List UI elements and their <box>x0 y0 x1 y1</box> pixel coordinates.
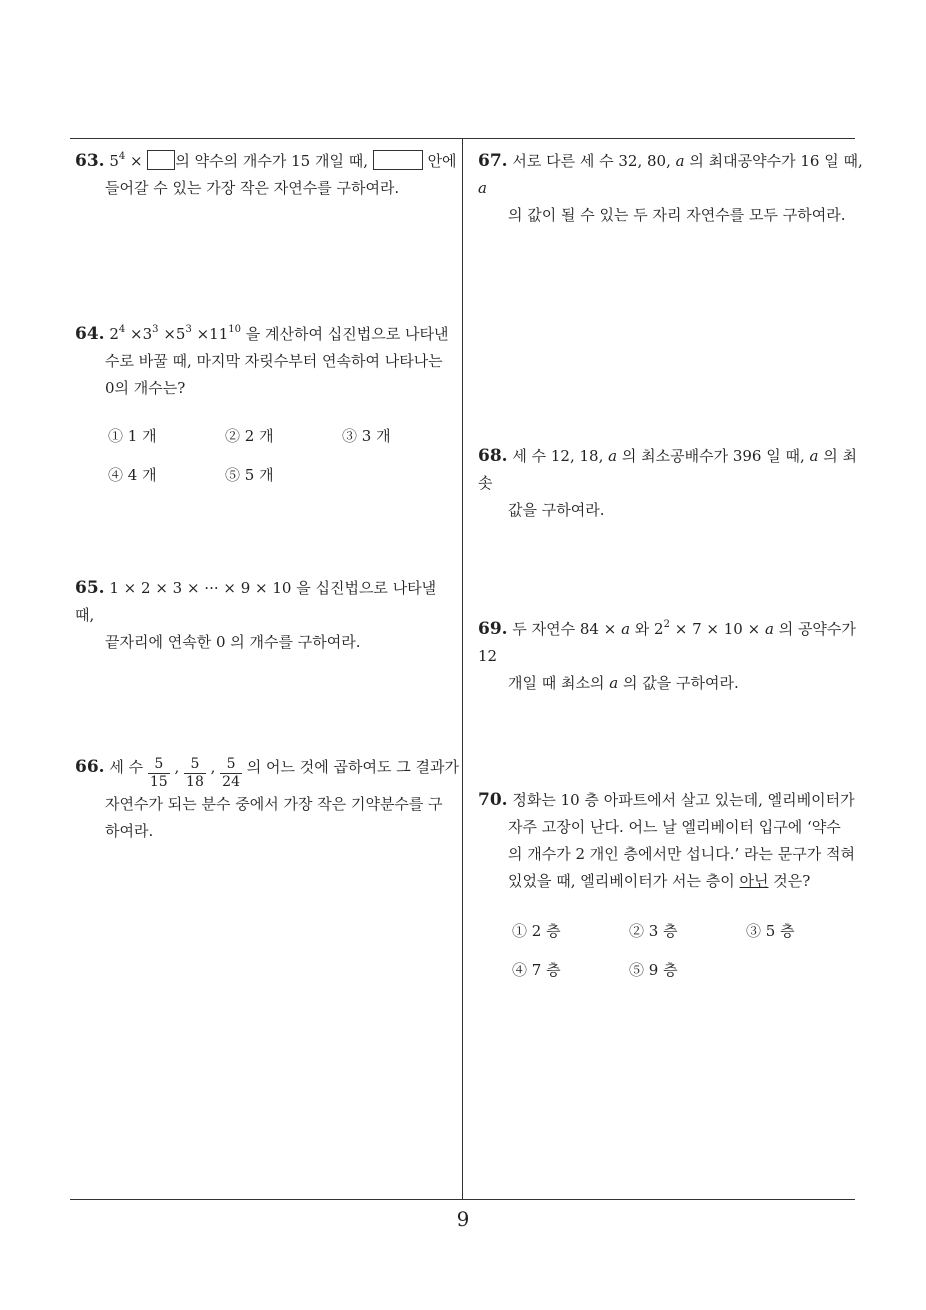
question-66-line2: 자연수가 되는 분수 중에서 가장 작은 기약분수를 구 <box>105 795 443 813</box>
question-64-choices <box>108 425 458 485</box>
question-text: 의 최솟 <box>478 447 858 492</box>
term: ×5 <box>158 325 186 343</box>
question-68-line1 <box>478 443 863 497</box>
question-70-line4 <box>478 868 863 895</box>
question-70-line2: 자주 고장이 난다. 어느 날 엘리베이터 입구에 ‘약수 <box>508 818 841 836</box>
times-sign: × <box>125 152 148 170</box>
question-70-line1 <box>478 787 863 814</box>
choice-3[interactable]: ③ 3 개 <box>342 427 391 445</box>
question-text: × 7 × 10 × <box>669 620 761 638</box>
exponent: 4 <box>118 324 126 335</box>
question-text: 의 어느 것에 곱하여도 그 결과가 <box>246 758 459 776</box>
exponent: 3 <box>152 324 159 335</box>
denominator: 24 <box>222 774 240 790</box>
question-text: 의 최대공약수가 16 일 때, <box>689 152 863 170</box>
question-text: 의 약수의 개수가 15 개일 때, <box>175 152 368 170</box>
question-69-line1 <box>478 616 863 670</box>
question-text: 세 수 12, 18, <box>512 447 604 465</box>
blank-box <box>373 150 423 170</box>
variable-a: a <box>675 152 685 170</box>
choice-2[interactable]: ② 3 층 <box>629 922 678 940</box>
question-64-line3: 0의 개수는? <box>105 379 186 397</box>
variable-a: a <box>478 179 487 197</box>
question-number: 63. <box>75 151 105 171</box>
choice-1[interactable]: ① 1 개 <box>108 427 157 445</box>
question-text: 서로 다른 세 수 32, 80, <box>512 152 671 170</box>
question-number: 64. <box>75 324 105 344</box>
fraction <box>184 756 206 791</box>
question-67-line2: 의 값이 될 수 있는 두 자리 자연수를 모두 구하여라. <box>508 206 846 224</box>
question-text: 와 2 <box>634 620 664 638</box>
choice-1[interactable]: ① 2 층 <box>512 922 561 940</box>
variable-a: a <box>764 620 774 638</box>
question-number: 65. <box>75 578 105 598</box>
question-67-line1 <box>478 148 863 202</box>
variable-a: a <box>809 447 819 465</box>
question-text: 1 × 2 × 3 × ··· × 9 × 10 을 십진법으로 나타낼 때, <box>75 579 437 624</box>
question-text: 의 값을 구하여라. <box>623 674 739 692</box>
choice-2[interactable]: ② 2 개 <box>225 427 274 445</box>
base-5: 5 <box>109 152 119 170</box>
term: 2 <box>109 325 119 343</box>
question-63-line2: 들어갈 수 있는 가장 작은 자연수를 구하여라. <box>105 179 400 197</box>
blank-box <box>147 150 175 170</box>
question-number: 68. <box>478 446 508 466</box>
choice-5[interactable]: ⑤ 9 층 <box>629 961 678 979</box>
denominator: 18 <box>186 774 204 790</box>
question-text: 것은? <box>773 872 811 890</box>
question-text: 정화는 10 층 아파트에서 살고 있는데, 엘리베이터가 <box>512 791 855 809</box>
exponent: 10 <box>228 324 241 335</box>
choice-4[interactable]: ④ 4 개 <box>108 466 157 484</box>
underlined-word: 아닌 <box>739 872 769 890</box>
term: ×3 <box>125 325 153 343</box>
question-text: 을 계산하여 십진법으로 나타낸 <box>240 325 449 343</box>
variable-a: a <box>609 674 619 692</box>
bottom-rule <box>70 1199 855 1200</box>
column-divider <box>462 138 463 1200</box>
question-64 <box>75 321 460 402</box>
question-number: 70. <box>478 790 508 810</box>
question-65 <box>75 575 460 656</box>
question-text: 의 공약수가 12 <box>478 620 856 665</box>
question-number: 66. <box>75 757 105 777</box>
page-number: 9 <box>456 1207 470 1231</box>
choice-4[interactable]: ④ 7 층 <box>512 961 561 979</box>
numerator: 5 <box>148 756 170 774</box>
question-68 <box>478 443 863 524</box>
question-63-line1 <box>75 148 460 175</box>
question-number: 67. <box>478 151 508 171</box>
choice-3[interactable]: ③ 5 층 <box>746 922 795 940</box>
variable-a: a <box>608 447 618 465</box>
question-text: 안에 <box>427 152 457 170</box>
exponent: 2 <box>663 619 670 630</box>
question-69 <box>478 616 863 697</box>
question-68-line2: 값을 구하여라. <box>508 501 605 519</box>
fraction <box>148 756 170 791</box>
term: ×11 <box>191 325 229 343</box>
question-text: 세 수 <box>109 758 144 776</box>
question-67 <box>478 148 863 229</box>
question-text: 개일 때 최소의 <box>508 674 605 692</box>
question-70-line3: 의 개수가 2 개인 층에서만 섭니다.’ 라는 문구가 적혀 <box>508 845 856 863</box>
numerator: 5 <box>184 756 206 774</box>
variable-a: a <box>621 620 631 638</box>
question-text: 의 최소공배수가 396 일 때, <box>621 447 805 465</box>
question-64-line2: 수로 바꿀 때, 마지막 자릿수부터 연속하여 나타나는 <box>105 352 443 370</box>
fraction <box>220 756 242 791</box>
question-number: 69. <box>478 619 508 639</box>
question-63 <box>75 148 460 202</box>
question-66-line1: 66. 세 수 $\frac{5}{15}$ , $\frac{5}{18}$ , $\frac{5}{24}$ 의 어느 것에 곱하여도 그 결과가 <box>75 756 459 790</box>
question-69-line2 <box>478 670 863 697</box>
choice-5[interactable]: ⑤ 5 개 <box>225 466 274 484</box>
question-text: 두 자연수 84 × <box>512 620 617 638</box>
exponent: 3 <box>185 324 192 335</box>
question-65-line2: 끝자리에 연속한 0 의 개수를 구하여라. <box>105 633 361 651</box>
exponent: 4 <box>118 151 126 162</box>
numerator: 5 <box>220 756 242 774</box>
question-66 <box>75 752 460 845</box>
question-65-line1 <box>75 575 460 629</box>
question-66-line3: 하여라. <box>105 822 154 840</box>
question-70-choices <box>512 920 862 980</box>
question-text: 있었을 때, 엘리베이터가 서는 층이 <box>508 872 735 890</box>
question-70 <box>478 787 863 895</box>
denominator: 15 <box>149 774 168 790</box>
question-64-line1 <box>75 321 460 348</box>
